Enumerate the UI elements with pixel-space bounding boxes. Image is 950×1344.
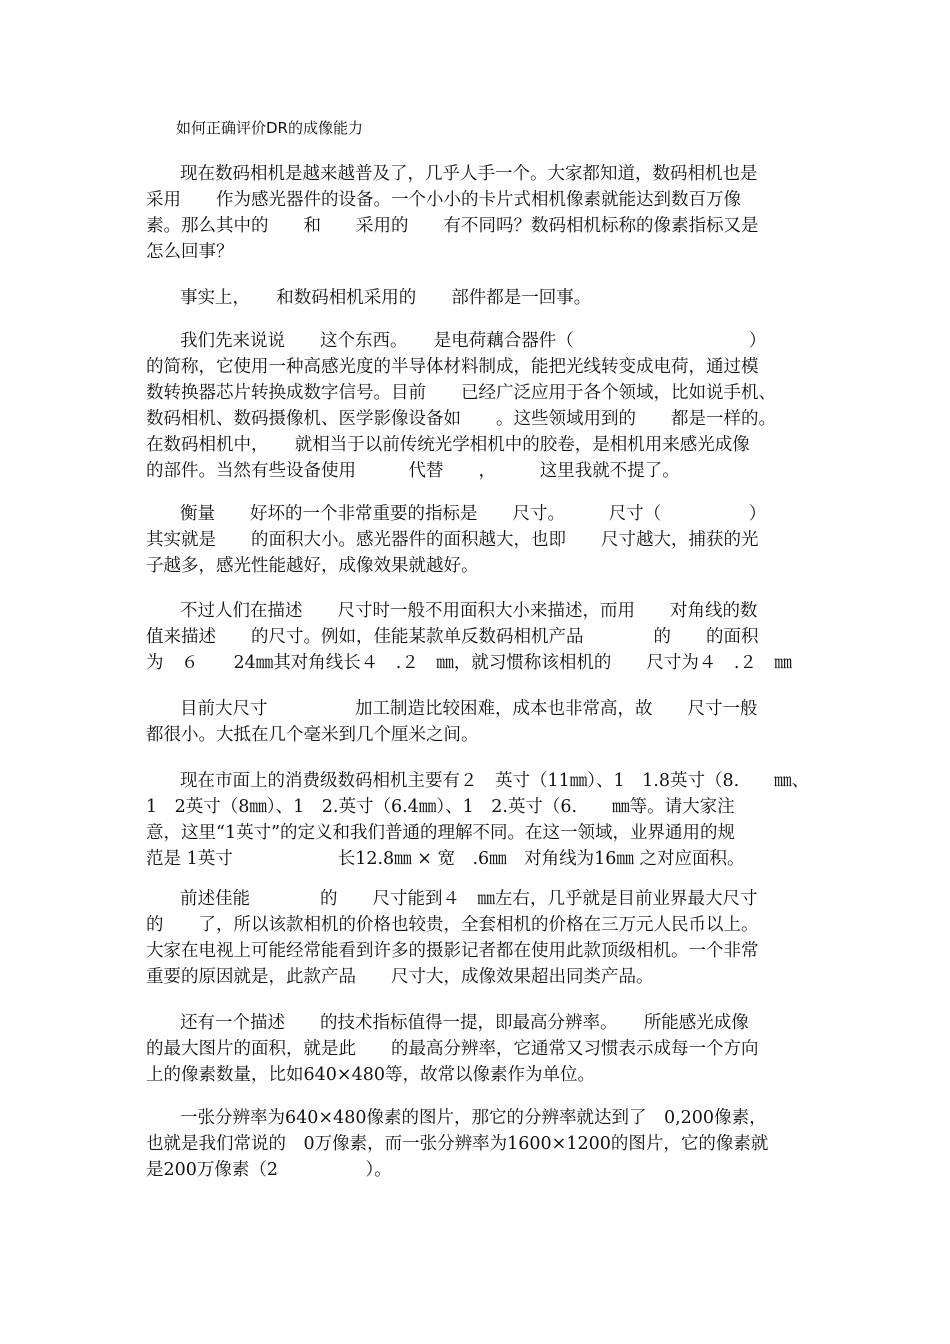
text-line: 现在数码相机是越来越普及了，几乎人手一个。大家都知道，数码相机也是 bbox=[180, 164, 758, 184]
document-title: 如何正确评价DR的成像能力 bbox=[176, 119, 363, 137]
text-line: 重要的原因就是，此款产品 尺寸大，成像效果超出同类产品。 bbox=[146, 967, 654, 987]
text-line: 是200万像素（2 ）。 bbox=[146, 1160, 392, 1180]
text-line: 值来描述 的尺寸。例如，佳能某款单反数码相机产品 的 的面积 bbox=[146, 627, 759, 647]
text-line: 都很小。大抵在几个毫米到几个厘米之间。 bbox=[146, 725, 479, 745]
text-line: 前述佳能 的 尺寸能到４ ㎜左右，几乎就是目前业界最大尺寸 bbox=[180, 889, 758, 909]
text-line: 还有一个描述 的技术指标值得一提，即最高分辨率。 所能感光成像 bbox=[180, 1013, 749, 1033]
text-line: 的最大图片的面积，就是此 的最高分辨率，它通常又习惯表示成每一个方向 bbox=[146, 1039, 759, 1059]
paragraph bbox=[146, 598, 816, 676]
text-line: 怎么回事？ bbox=[146, 242, 234, 262]
text-line: 也就是我们常说的 0万像素，而一张分辨率为1600×1200的图片，它的像素就 bbox=[146, 1134, 769, 1154]
text-line: 事实上， 和数码相机采用的 部件都是一回事。 bbox=[180, 288, 592, 308]
paragraph bbox=[146, 1105, 816, 1183]
text-line: 的简称，它使用一种高感光度的半导体材料制成，能把光线转变成电荷，通过模 bbox=[146, 357, 759, 377]
text-line: 意，这里“1英寸”的定义和我们普通的理解不同。在这一领域，业界通用的规 bbox=[146, 823, 736, 843]
text-line: 为 ６ 24㎜其对角线长４ .２ ㎜，就习惯称该相机的 尺寸为４ .２ ㎜ bbox=[146, 653, 792, 673]
paragraph bbox=[146, 768, 816, 872]
text-line: 现在市面上的消费级数码相机主要有２ 英寸（11㎜）、1 1.8英寸（8. ㎜、 bbox=[180, 771, 810, 791]
paragraph bbox=[146, 285, 816, 311]
text-line: 其实就是 的面积大小。感光器件的面积越大，也即 尺寸越大，捕获的光 bbox=[146, 530, 759, 550]
paragraph bbox=[146, 886, 816, 990]
text-line: 一张分辨率为640×480像素的图片，那它的分辨率就达到了 0,200像素， bbox=[180, 1108, 767, 1128]
text-line: 数码相机、数码摄像机、医学影像设备如 。这些领域用到的 都是一样的。 bbox=[146, 409, 776, 429]
text-line: 衡量 好坏的一个非常重要的指标是 尺寸。 尺寸（ ） bbox=[180, 504, 767, 524]
text-line: 采用 作为感光器件的设备。一个小小的卡片式相机像素就能达到数百万像 bbox=[146, 190, 741, 210]
paragraph bbox=[146, 501, 816, 579]
paragraph bbox=[146, 328, 816, 484]
text-line: 范是 1英寸 长12.8㎜ × 宽 .6㎜ 对角线为16㎜ 之对应面积。 bbox=[146, 849, 745, 869]
paragraph bbox=[146, 161, 816, 265]
paragraph bbox=[146, 1010, 816, 1088]
paragraph bbox=[146, 696, 816, 748]
text-line: 目前大尺寸 加工制造比较困难，成本也非常高，故 尺寸一般 bbox=[180, 699, 758, 719]
text-line: 数转换器芯片转换成数字信号。目前 已经广泛应用于各个领域，比如说手机、 bbox=[146, 383, 776, 403]
text-line: 的 了，所以该款相机的价格也较贵，全套相机的价格在三万元人民币以上。 bbox=[146, 915, 759, 935]
text-line: 1 2英寸（8㎜）、1 2.英寸（6.4㎜）、1 2.英寸（6. ㎜等。请大家注 bbox=[146, 797, 735, 817]
text-line: 大家在电视上可能经常能看到许多的摄影记者都在使用此款顶级相机。一个非常 bbox=[146, 941, 759, 961]
text-line: 我们先来说说 这个东西。 是电荷藕合器件（ ） bbox=[180, 331, 767, 351]
text-line: 上的像素数量，比如640×480等，故常以像素作为单位。 bbox=[146, 1065, 595, 1085]
text-line: 素。那么其中的 和 采用的 有不同吗？数码相机标称的像素指标又是 bbox=[146, 216, 759, 236]
text-line: 在数码相机中， 就相当于以前传统光学相机中的胶卷，是相机用来感光成像 bbox=[146, 435, 750, 455]
text-line: 子越多，感光性能越好，成像效果就越好。 bbox=[146, 556, 479, 576]
text-line: 的部件。当然有些设备使用 代替 ， 这里我就不提了。 bbox=[146, 461, 680, 481]
text-line: 不过人们在描述 尺寸时一般不用面积大小来描述，而用 对角线的数 bbox=[180, 601, 758, 621]
